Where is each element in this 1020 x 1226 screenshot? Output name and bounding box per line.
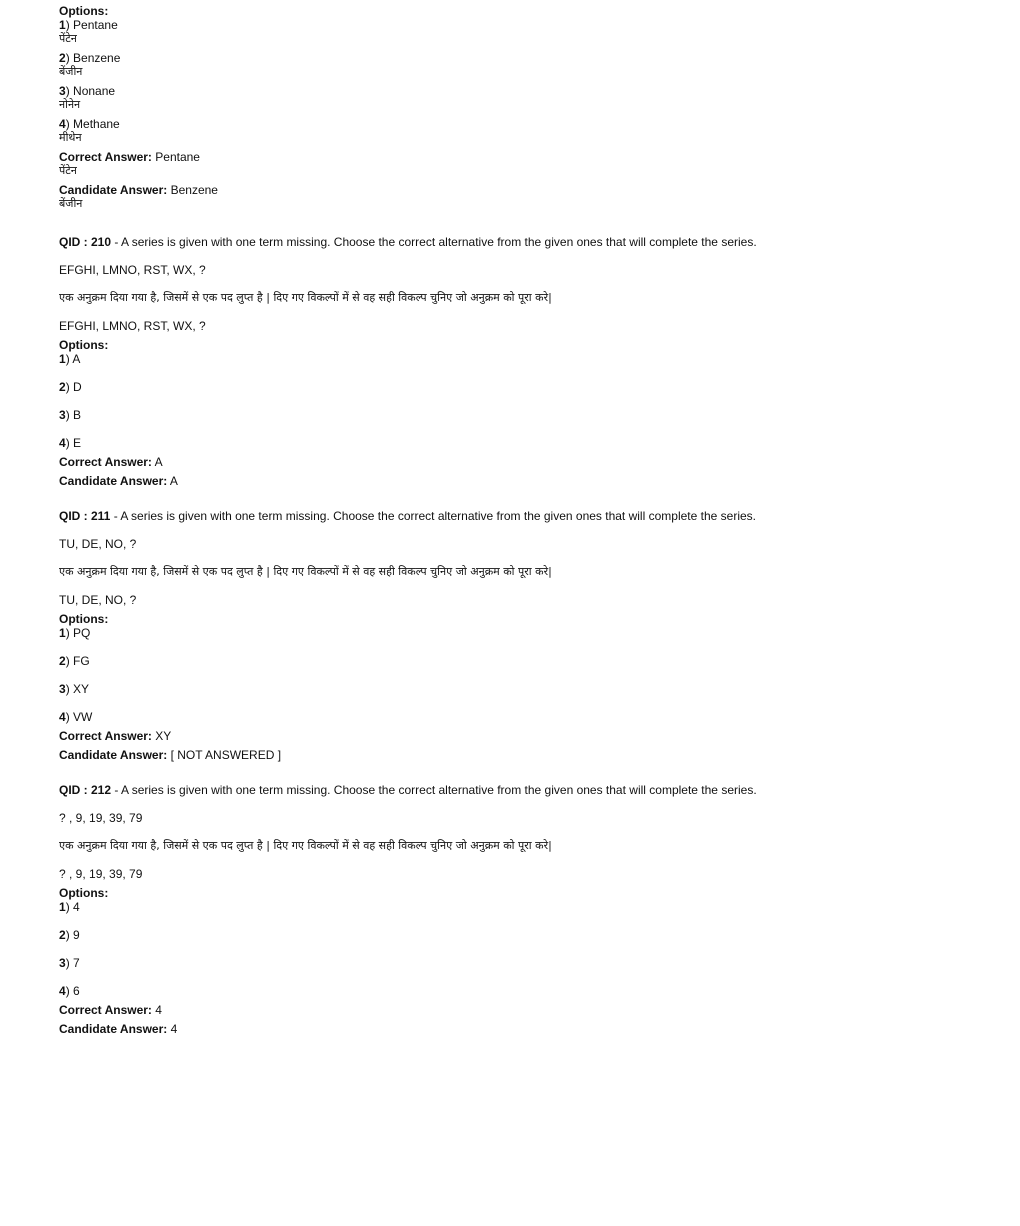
option-text: Methane — [73, 117, 120, 131]
option-number: 1 — [59, 18, 66, 32]
candidate-answer-label: Candidate Answer: — [59, 474, 168, 488]
option-text: Pentane — [73, 18, 118, 32]
qid-label: QID : 212 — [59, 783, 112, 797]
previous-question-tail — [59, 4, 989, 211]
correct-answer — [59, 150, 989, 178]
series-en: ? , 9, 19, 39, 79 — [59, 811, 143, 825]
correct-answer-value: Pentane — [155, 150, 200, 164]
option-text: Nonane — [73, 84, 116, 98]
option-text: B — [73, 408, 82, 422]
option-text: XY — [73, 682, 90, 696]
question-text — [59, 783, 989, 797]
question-hi: एक अनुक्रम दिया गया है, जिसमें से एक पद लुप्त है | दिए गए विकल्पों में से वह सही विकल्प चुनिए जो अनुक्रम को पूरा करे| — [59, 565, 552, 578]
candidate-answer-label: Candidate Answer: — [59, 1022, 168, 1036]
option-item: 2) Benzene बेंजीन — [59, 51, 989, 79]
correct-answer — [59, 455, 989, 469]
options-label: Options: — [59, 612, 109, 626]
correct-answer-value: A — [154, 455, 163, 469]
correct-answer-label: Correct Answer: — [59, 729, 152, 743]
candidate-answer-label: Candidate Answer: — [59, 183, 168, 197]
correct-answer — [59, 1003, 989, 1017]
option-number: 1 — [59, 900, 66, 914]
question-block — [59, 509, 989, 762]
option-item: 3) Nonane नोनेन — [59, 84, 989, 112]
candidate-answer-label: Candidate Answer: — [59, 748, 168, 762]
option-item: 3) 7 — [59, 956, 80, 970]
correct-answer — [59, 729, 989, 743]
option-number: 2 — [59, 928, 66, 942]
option-number: 4 — [59, 436, 66, 450]
correct-answer-value: 4 — [155, 1003, 162, 1017]
series-hi: ? , 9, 19, 39, 79 — [59, 867, 143, 881]
question-en: - A series is given with one term missing. Choose the correct alternative from the given ones that will complete the series. — [110, 509, 756, 523]
correct-answer-label: Correct Answer: — [59, 455, 152, 469]
question-en: - A series is given with one term missing. Choose the correct alternative from the given ones that will complete the series. — [111, 783, 757, 797]
candidate-answer-value: [ NOT ANSWERED ] — [170, 748, 282, 762]
candidate-answer — [59, 748, 989, 762]
candidate-answer-value: A — [169, 474, 178, 488]
option-number: 2 — [59, 51, 66, 65]
candidate-answer — [59, 474, 989, 488]
option-item: 3) B — [59, 408, 82, 422]
option-text: 9 — [73, 928, 80, 942]
correct-answer-hindi: पेंटेन — [59, 164, 77, 177]
candidate-answer — [59, 1022, 989, 1036]
option-text: A — [72, 352, 81, 366]
option-number: 4 — [59, 117, 66, 131]
option-text: VW — [73, 710, 93, 724]
option-text: D — [73, 380, 82, 394]
option-text: Benzene — [73, 51, 121, 65]
option-item: 4) 6 — [59, 984, 80, 998]
option-number: 4 — [59, 710, 66, 724]
candidate-answer — [59, 183, 989, 211]
options-label: Options: — [59, 338, 109, 352]
option-number: 3 — [59, 408, 66, 422]
option-text-hindi: नोनेन — [59, 98, 81, 111]
option-number: 1 — [59, 352, 66, 366]
qid-label: QID : 210 — [59, 235, 112, 249]
option-text: 6 — [73, 984, 80, 998]
option-item: 3) XY — [59, 682, 90, 696]
option-text-hindi: पेंटेन — [59, 32, 77, 45]
option-number: 2 — [59, 380, 66, 394]
option-text: FG — [73, 654, 90, 668]
option-item: 2) D — [59, 380, 82, 394]
options-label: Options: — [59, 886, 109, 900]
option-text-hindi: बेंजीन — [59, 65, 83, 78]
correct-answer-value: XY — [155, 729, 172, 743]
option-number: 4 — [59, 984, 66, 998]
option-item: 1) Pentane पेंटेन — [59, 18, 989, 46]
option-number: 3 — [59, 682, 66, 696]
question-hi: एक अनुक्रम दिया गया है, जिसमें से एक पद लुप्त है | दिए गए विकल्पों में से वह सही विकल्प चुनिए जो अनुक्रम को पूरा करे| — [59, 291, 552, 304]
qid-label: QID : 211 — [59, 509, 111, 523]
option-item: 1) PQ — [59, 626, 91, 640]
candidate-answer-value: Benzene — [170, 183, 218, 197]
series-hi: TU, DE, NO, ? — [59, 593, 137, 607]
option-item: 4) Methane मीथेन — [59, 117, 989, 145]
question-text — [59, 235, 989, 249]
option-text: 7 — [73, 956, 80, 970]
option-number: 3 — [59, 84, 66, 98]
option-item: 4) E — [59, 436, 82, 450]
question-hi: एक अनुक्रम दिया गया है, जिसमें से एक पद लुप्त है | दिए गए विकल्पों में से वह सही विकल्प चुनिए जो अनुक्रम को पूरा करे| — [59, 839, 552, 852]
question-block — [59, 235, 989, 488]
question-text — [59, 509, 989, 523]
series-hi: EFGHI, LMNO, RST, WX, ? — [59, 319, 206, 333]
option-text: E — [73, 436, 82, 450]
series-en: TU, DE, NO, ? — [59, 537, 137, 551]
candidate-answer-value: 4 — [170, 1022, 178, 1036]
option-number: 3 — [59, 956, 66, 970]
option-number: 1 — [59, 626, 66, 640]
candidate-answer-hindi: बेंजीन — [59, 197, 83, 210]
option-item: 2) FG — [59, 654, 90, 668]
series-en: EFGHI, LMNO, RST, WX, ? — [59, 263, 206, 277]
question-block — [59, 783, 989, 1036]
option-item: 2) 9 — [59, 928, 80, 942]
document-page — [59, 4, 989, 1036]
option-item: 1) A — [59, 352, 81, 366]
options-label: Options: — [59, 4, 109, 18]
question-en: - A series is given with one term missing. Choose the correct alternative from the given ones that will complete the series. — [111, 235, 757, 249]
correct-answer-label: Correct Answer: — [59, 1003, 152, 1017]
correct-answer-label: Correct Answer: — [59, 150, 152, 164]
option-text-hindi: मीथेन — [59, 131, 82, 144]
option-item: 4) VW — [59, 710, 93, 724]
option-text: PQ — [73, 626, 91, 640]
option-number: 2 — [59, 654, 66, 668]
option-item: 1) 4 — [59, 900, 80, 914]
option-text: 4 — [73, 900, 80, 914]
